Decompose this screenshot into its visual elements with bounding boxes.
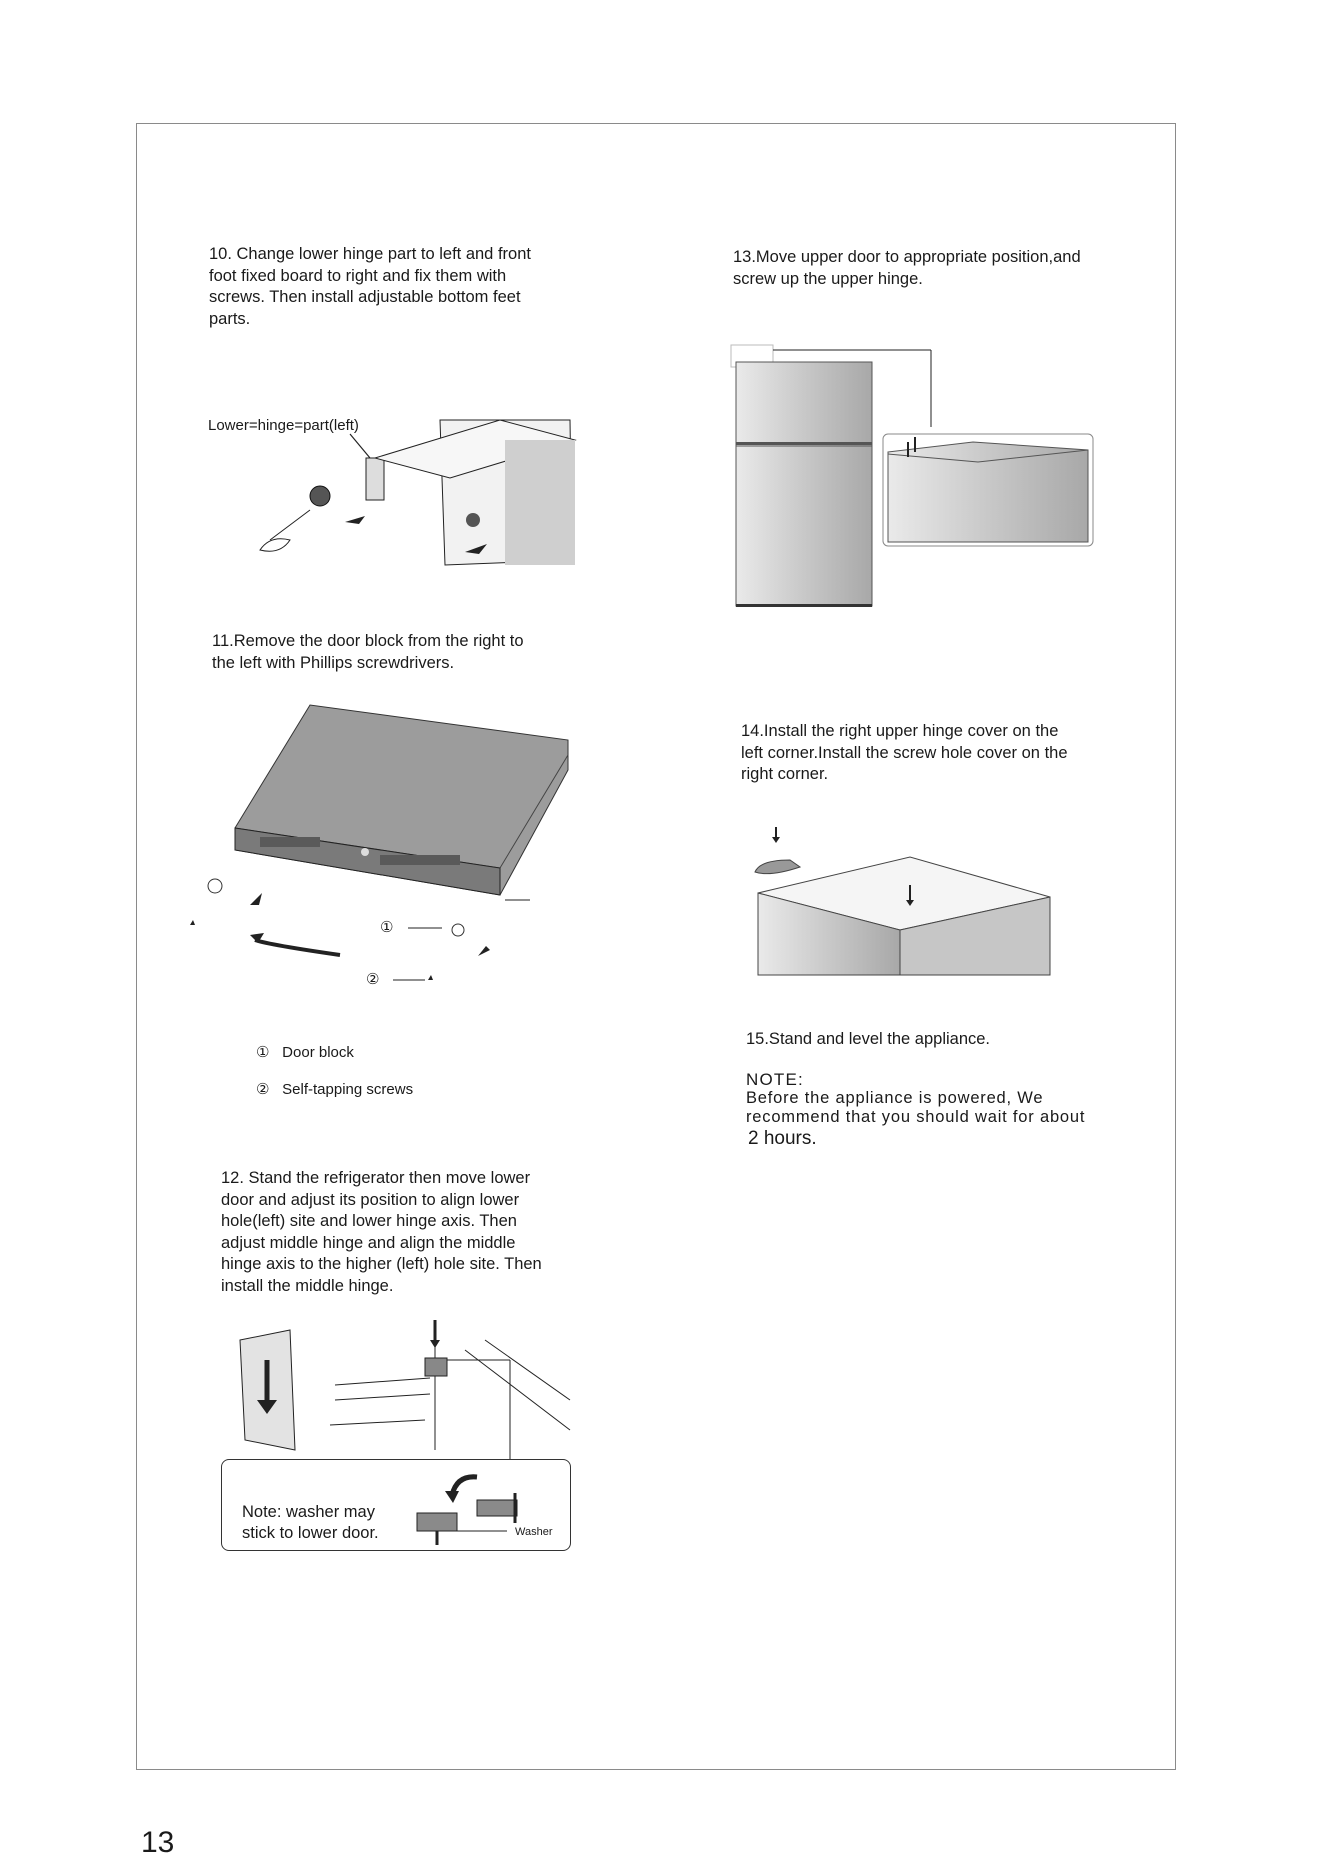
washer-label: Washer [515, 1526, 553, 1538]
note-hours [748, 1128, 817, 1150]
note-hours-suffix: . [811, 1128, 817, 1149]
step-11-illustration [180, 700, 570, 1000]
step-14-illustration [750, 825, 1060, 980]
legend-2 [256, 1080, 413, 1098]
step-14-text: 14.Install the right upper hinge cover on the left corner.Install the screw hole cover on the right corner. [741, 722, 1068, 783]
washer-note-box [221, 1459, 571, 1551]
legend-1-number: ① [256, 1044, 270, 1061]
legend-2-label: Self-tapping screws [282, 1081, 414, 1098]
step-12-text: 12. Stand the refrigerator then move lower door and adjust its position to align lower hole(left) site and lower hinge axis. Then adjust middle hinge and align the middle hinge axis to the higher (left) hole site. Then install the middle hinge. [221, 1169, 542, 1295]
step-10-illustration [200, 410, 580, 570]
note-body: Before the appliance is powered, We recommend that you should wait for about [746, 1089, 1086, 1126]
step-13-text: 13.Move upper door to appropriate position,and screw up the upper hinge. [733, 248, 1081, 288]
step-13-illustration [728, 342, 1098, 612]
callout-1: ① [380, 919, 394, 936]
step-15-text: 15.Stand and level the appliance. [746, 1030, 991, 1048]
legend-1-label: Door block [282, 1044, 354, 1061]
page-number: 13 [141, 1826, 175, 1859]
washer-note-text: Note: washer may stick to lower door. [242, 1503, 379, 1542]
step-11-text: 11.Remove the door block from the right to the left with Phillips screwdrivers. [212, 632, 524, 672]
note-hours-value: 2 hours [748, 1128, 812, 1149]
lower-hinge-label: Lower=hinge=part(left) [208, 417, 359, 434]
step-10-text: 10. Change lower hinge part to left and front foot fixed board to right and fix them with screws. Then install adjustable bottom feet parts. [209, 245, 531, 328]
note-heading: NOTE: [746, 1070, 804, 1089]
legend-1 [256, 1043, 354, 1061]
step-12-illustration [225, 1320, 575, 1460]
callout-2: ② [366, 971, 380, 988]
legend-2-number: ② [256, 1081, 270, 1098]
